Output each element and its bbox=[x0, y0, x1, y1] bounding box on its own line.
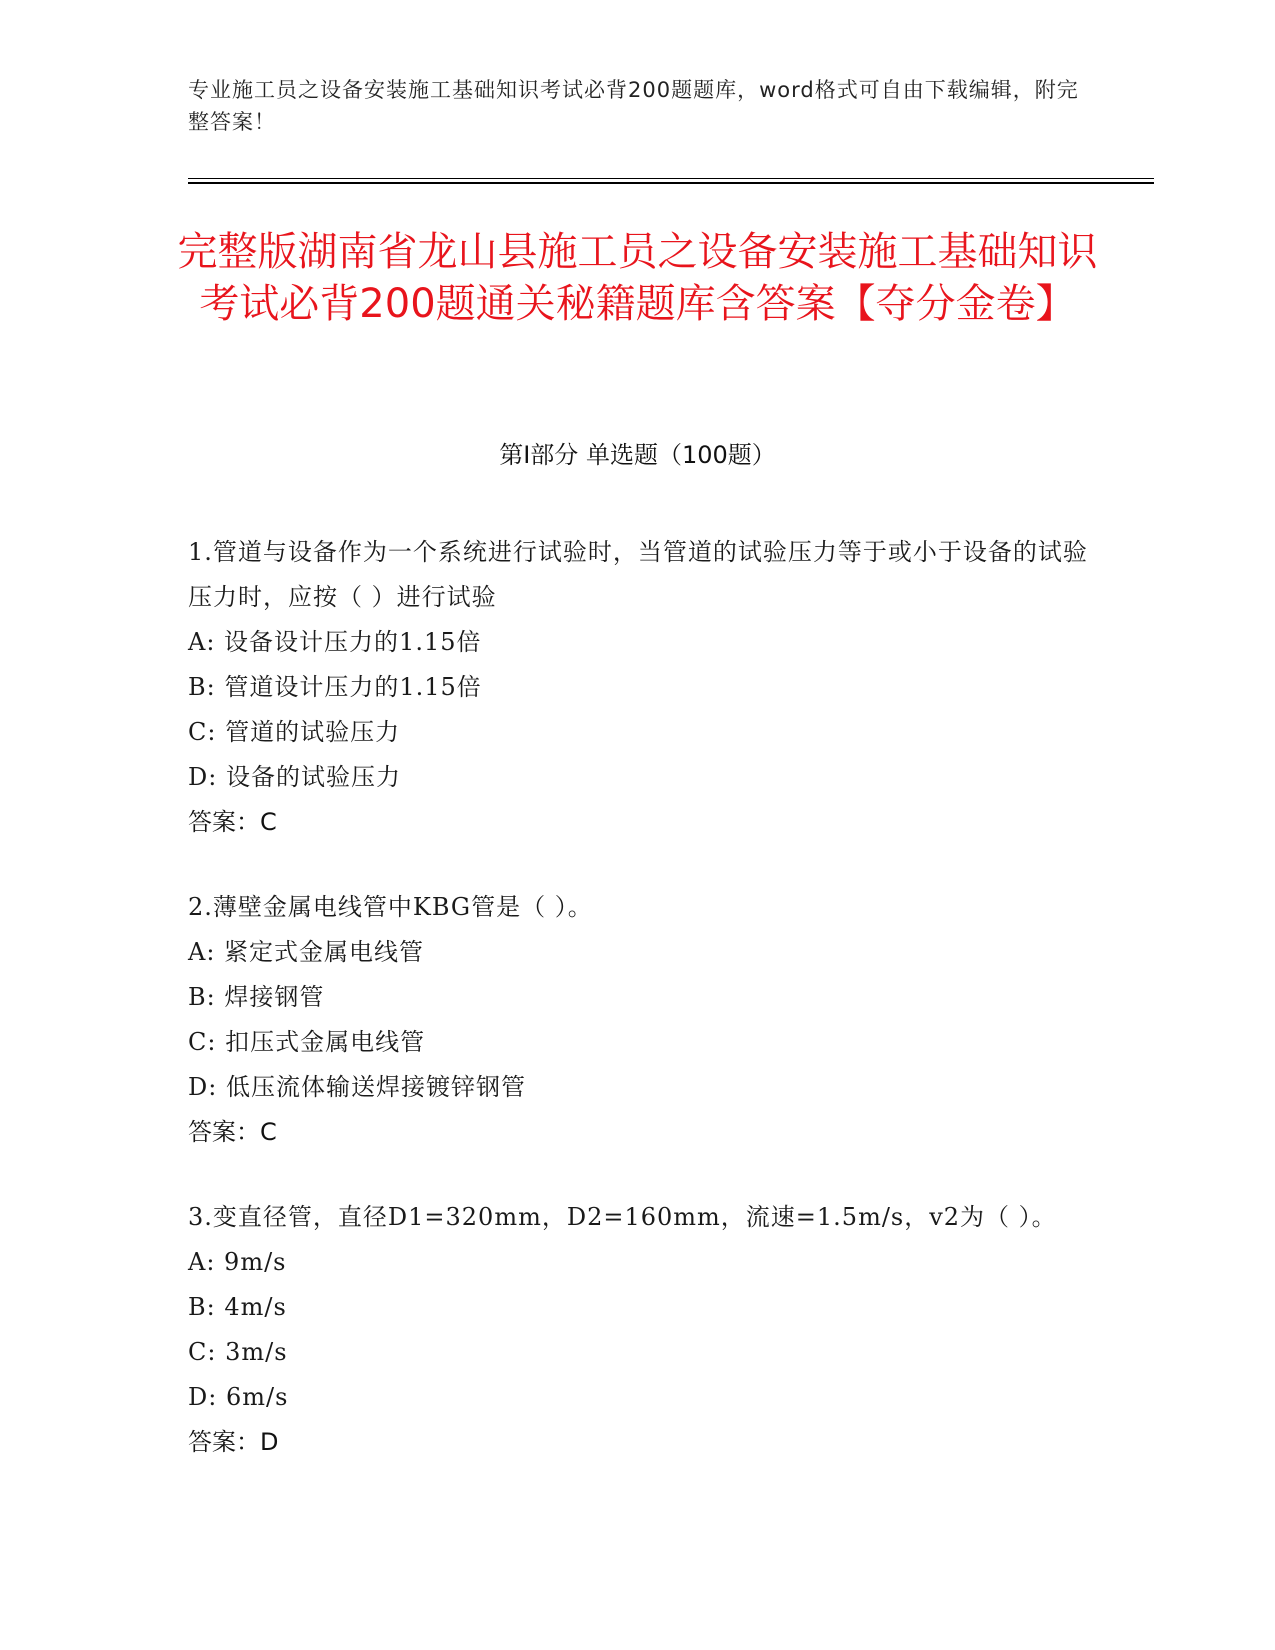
header-note: 专业施工员之设备安装施工基础知识考试必背200题题库，word格式可自由下载编辑，附完整答案！ bbox=[188, 78, 1079, 134]
option-a: A: 紧定式金属电线管 bbox=[188, 938, 425, 966]
option-c: C: 管道的试验压力 bbox=[188, 718, 401, 746]
answer: 答案：C bbox=[188, 1118, 277, 1146]
option-c: C: 扣压式金属电线管 bbox=[188, 1028, 426, 1056]
option-b: B: 4m/s bbox=[188, 1293, 287, 1321]
question-stem: 2.薄壁金属电线管中KBG管是（ ）。 bbox=[188, 893, 593, 921]
option-b: B: 焊接钢管 bbox=[188, 983, 325, 1011]
section-heading: 第I部分 单选题（100题） bbox=[499, 441, 776, 469]
question-1 bbox=[188, 530, 1088, 845]
option-d: D: 低压流体输送焊接镀锌钢管 bbox=[188, 1073, 526, 1101]
question-2 bbox=[188, 885, 1088, 1155]
option-a: A: 9m/s bbox=[188, 1248, 287, 1276]
answer: 答案：D bbox=[188, 1428, 279, 1456]
header-divider-thick bbox=[188, 182, 1154, 184]
answer: 答案：C bbox=[188, 808, 277, 836]
option-a: A: 设备设计压力的1.15倍 bbox=[188, 628, 482, 656]
question-stem: 3.变直径管，直径D1=320mm，D2=160mm，流速=1.5m/s，v2为（ ）。 bbox=[188, 1203, 1057, 1231]
option-d: D: 6m/s bbox=[188, 1383, 289, 1411]
question-3 bbox=[188, 1195, 1088, 1465]
document-title: 完整版湖南省龙山县施工员之设备安装施工基础知识考试必背200题通关秘籍题库含答案【夺分金卷】 bbox=[177, 229, 1098, 327]
question-stem: 1.管道与设备作为一个系统进行试验时，当管道的试验压力等于或小于设备的试验压力时，应按（ ）进行试验 bbox=[188, 538, 1088, 611]
header-divider-thin bbox=[188, 178, 1154, 179]
option-b: B: 管道设计压力的1.15倍 bbox=[188, 673, 482, 701]
option-c: C: 3m/s bbox=[188, 1338, 288, 1366]
question-list bbox=[188, 530, 1088, 1505]
option-d: D: 设备的试验压力 bbox=[188, 763, 401, 791]
